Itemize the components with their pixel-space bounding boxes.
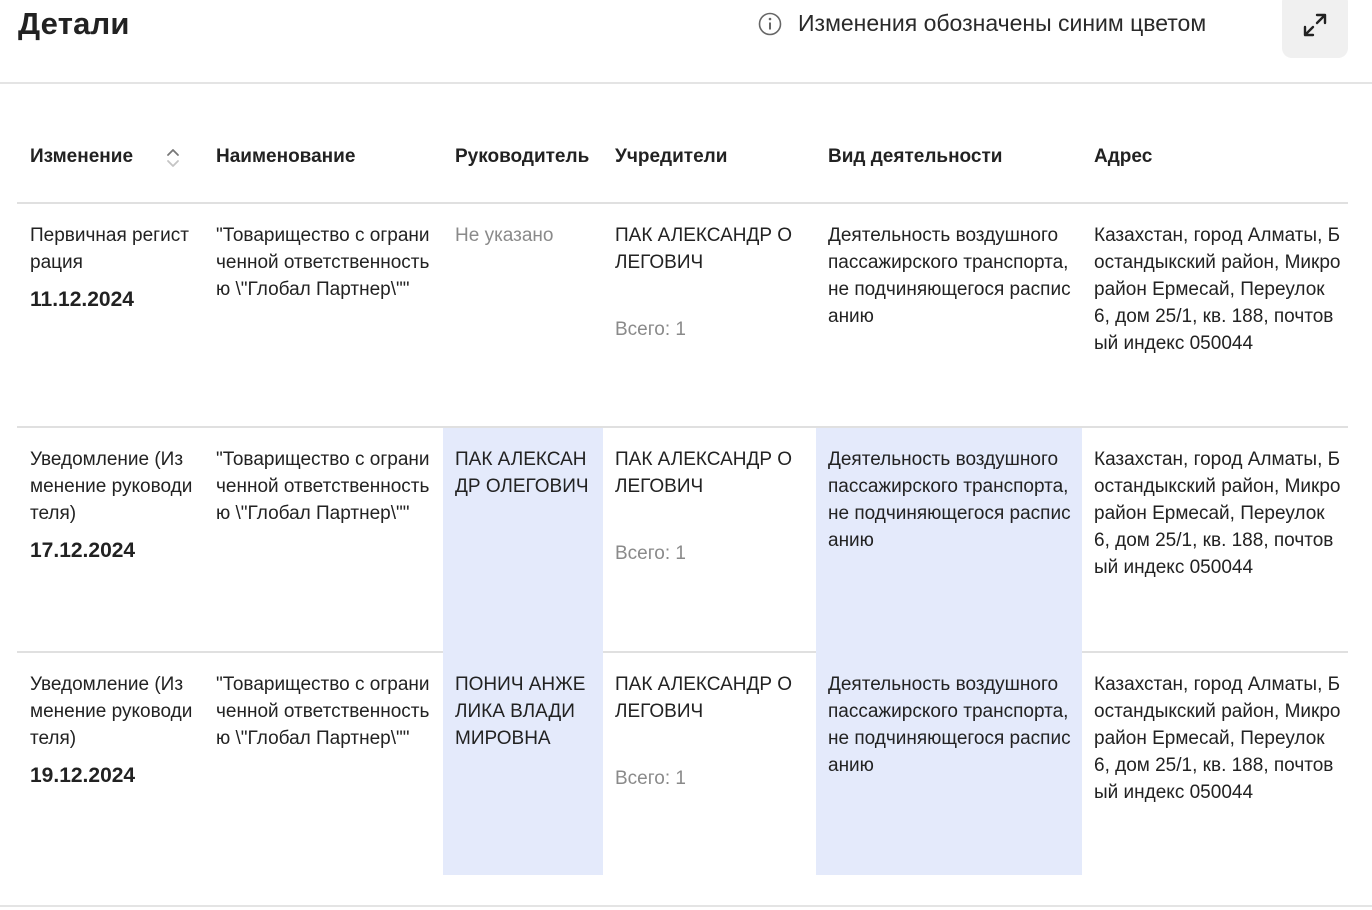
founders-list: ПАК АЛЕКСАНДР ОЛЕГОВИЧ xyxy=(615,449,793,497)
column-header-address: Адрес xyxy=(1094,146,1153,167)
table-row xyxy=(17,653,1348,875)
founders-cell xyxy=(615,671,800,792)
founders-list: ПАК АЛЕКСАНДР ОЛЕГОВИЧ xyxy=(615,225,793,273)
table-row xyxy=(17,204,1348,428)
change-cell xyxy=(30,222,195,314)
column-header-change[interactable]: Изменение xyxy=(30,146,134,167)
changes-table xyxy=(17,112,1348,875)
header-divider xyxy=(0,82,1372,84)
founders-cell xyxy=(615,222,800,343)
manager-cell: ПОНИЧ АНЖЕЛИКА ВЛАДИМИРОВНА xyxy=(455,674,586,749)
manager-cell: ПАК АЛЕКСАНДР ОЛЕГОВИЧ xyxy=(455,449,589,497)
column-header-manager: Руководитель xyxy=(455,146,590,167)
change-date: 19.12.2024 xyxy=(30,764,136,787)
column-header-activity: Вид деятельности xyxy=(828,146,1003,167)
founders-cell xyxy=(615,446,800,567)
address-cell: Казахстан, город Алматы, Бостандыкский район, Микрорайон Ермесай, Переулок 6, дом 25/1, кв. 188, почтовый индекс 050044 xyxy=(1094,674,1341,803)
name-cell: "Товарищество с ограниченной ответственностью \"Глобал Партнер\"" xyxy=(216,674,430,749)
founders-list: ПАК АЛЕКСАНДР ОЛЕГОВИЧ xyxy=(615,674,793,722)
expand-button[interactable] xyxy=(1282,0,1348,58)
activity-cell: Деятельность воздушного пассажирского транспорта, не подчиняющегося расписанию xyxy=(828,225,1071,327)
founders-total: Всего: 1 xyxy=(615,768,686,789)
table-row xyxy=(17,428,1348,653)
column-header-name: Наименование xyxy=(216,146,356,167)
founders-total: Всего: 1 xyxy=(615,543,686,564)
table-header xyxy=(17,112,1348,204)
sort-icon[interactable] xyxy=(163,145,183,171)
notice-text: Изменения обозначены синим цветом xyxy=(798,10,1207,36)
name-cell: "Товарищество с ограниченной ответственностью \"Глобал Партнер\"" xyxy=(216,225,430,300)
name-cell: "Товарищество с ограниченной ответственностью \"Глобал Партнер\"" xyxy=(216,449,430,524)
activity-cell: Деятельность воздушного пассажирского транспорта, не подчиняющегося расписанию xyxy=(828,674,1071,776)
changes-notice xyxy=(758,10,1206,37)
expand-icon xyxy=(1302,12,1328,38)
footer-divider xyxy=(0,905,1372,907)
change-cell xyxy=(30,446,195,565)
address-cell: Казахстан, город Алматы, Бостандыкский район, Микрорайон Ермесай, Переулок 6, дом 25/1, кв. 188, почтовый индекс 050044 xyxy=(1094,449,1341,578)
change-type: Уведомление (Изменение руководителя) xyxy=(30,449,193,524)
change-date: 17.12.2024 xyxy=(30,539,136,562)
activity-cell: Деятельность воздушного пассажирского транспорта, не подчиняющегося расписанию xyxy=(828,449,1071,551)
column-header-founders: Учредители xyxy=(615,146,728,167)
change-type: Первичная регистрация xyxy=(30,225,189,273)
info-circle-icon xyxy=(758,12,782,36)
change-type: Уведомление (Изменение руководителя) xyxy=(30,674,193,749)
founders-total: Всего: 1 xyxy=(615,319,686,340)
change-date: 11.12.2024 xyxy=(30,288,134,311)
page-title: Детали xyxy=(18,6,130,41)
address-cell: Казахстан, город Алматы, Бостандыкский район, Микрорайон Ермесай, Переулок 6, дом 25/1, кв. 188, почтовый индекс 050044 xyxy=(1094,225,1341,354)
manager-cell: Не указано xyxy=(455,225,554,246)
change-cell xyxy=(30,671,195,790)
